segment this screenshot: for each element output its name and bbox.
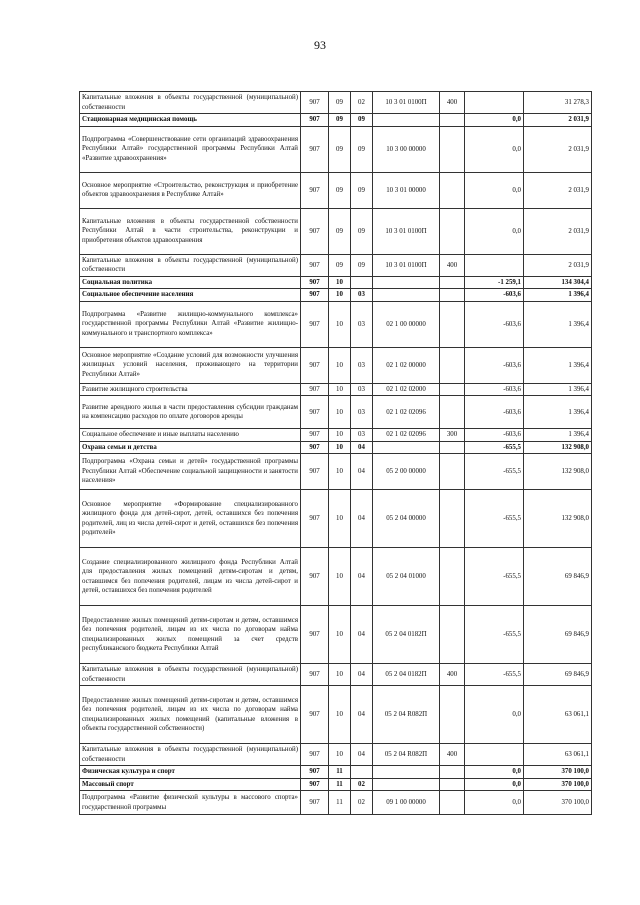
cell-subsection — [351, 276, 373, 289]
cell-amount: 1 396,4 — [524, 347, 592, 383]
cell-target-article — [373, 289, 440, 302]
cell-grbs: 907 — [301, 276, 329, 289]
cell-section: 09 — [329, 114, 351, 127]
row-name: Капитальные вложения в объекты государственной (муниципальной) собственности — [80, 664, 301, 686]
cell-subsection: 09 — [351, 114, 373, 127]
cell-section: 10 — [329, 490, 351, 548]
cell-target-article — [373, 276, 440, 289]
cell-section: 10 — [329, 744, 351, 766]
cell-expense-type — [440, 289, 465, 302]
cell-expense-type — [440, 301, 465, 347]
cell-expense-type — [440, 172, 465, 208]
cell-change — [465, 92, 524, 114]
row-name: Подпрограмма «Охрана семьи и детей» государственной программы Республики Алтай «Обеспечение социальной защищенности и занятости населения» — [80, 454, 301, 490]
cell-section: 09 — [329, 92, 351, 114]
cell-amount: 132 908,0 — [524, 441, 592, 454]
row-name: Социальное обеспечение и иные выплаты населению — [80, 429, 301, 442]
cell-target-article: 10 3 01 0100П — [373, 92, 440, 114]
row-name: Массовый спорт — [80, 778, 301, 791]
cell-subsection: 03 — [351, 347, 373, 383]
cell-target-article: 05 2 04 R082П — [373, 686, 440, 744]
cell-section: 09 — [329, 254, 351, 276]
cell-change: -603,6 — [465, 396, 524, 429]
cell-grbs: 907 — [301, 791, 329, 815]
cell-target-article — [373, 766, 440, 779]
cell-subsection: 03 — [351, 396, 373, 429]
cell-section: 10 — [329, 396, 351, 429]
cell-amount: 1 396,4 — [524, 301, 592, 347]
cell-change: 0,0 — [465, 766, 524, 779]
cell-section: 10 — [329, 429, 351, 442]
cell-subsection: 04 — [351, 606, 373, 664]
cell-expense-type — [440, 126, 465, 172]
cell-target-article: 02 1 02 02096 — [373, 429, 440, 442]
cell-change: -655,5 — [465, 454, 524, 490]
cell-grbs: 907 — [301, 686, 329, 744]
cell-expense-type: 400 — [440, 254, 465, 276]
cell-grbs: 907 — [301, 454, 329, 490]
cell-target-article: 10 3 01 0100П — [373, 254, 440, 276]
cell-grbs: 907 — [301, 208, 329, 254]
cell-subsection: 03 — [351, 301, 373, 347]
cell-expense-type: 300 — [440, 429, 465, 442]
cell-amount: 1 396,4 — [524, 429, 592, 442]
cell-grbs: 907 — [301, 383, 329, 396]
row-name: Капитальные вложения в объекты государственной собственности Республики Алтай в части строительства, реконструкции и приобретения объектов здравоохранения — [80, 208, 301, 254]
cell-subsection: 09 — [351, 254, 373, 276]
table-row — [80, 766, 592, 779]
cell-amount: 69 846,9 — [524, 664, 592, 686]
cell-grbs: 907 — [301, 778, 329, 791]
cell-change: -655,5 — [465, 548, 524, 606]
row-name: Развитие арендного жилья в части предоставления субсидии гражданам на компенсацию расходов по оплате договоров аренды — [80, 396, 301, 429]
cell-expense-type — [440, 383, 465, 396]
cell-section: 10 — [329, 606, 351, 664]
cell-section: 10 — [329, 548, 351, 606]
cell-subsection: 04 — [351, 744, 373, 766]
row-name: Предоставление жилых помещений детям-сиротам и детям, оставшимся без попечения родителей, лицам из их числа по договорам найма специализированных жилых помещений (капитальные вложения в объекты государственной собственности) — [80, 686, 301, 744]
cell-amount: 132 908,0 — [524, 454, 592, 490]
table-row — [80, 92, 592, 114]
cell-subsection: 04 — [351, 441, 373, 454]
cell-grbs: 907 — [301, 126, 329, 172]
cell-target-article: 10 3 00 00000 — [373, 126, 440, 172]
row-name: Подпрограмма «Развитие жилищно-коммунального комплекса» государственной программы Республики Алтай «Развитие жилищно-коммунального и транспортного комплекса» — [80, 301, 301, 347]
cell-grbs: 907 — [301, 301, 329, 347]
cell-section: 09 — [329, 208, 351, 254]
cell-target-article: 05 2 04 R082П — [373, 744, 440, 766]
table-row — [80, 254, 592, 276]
cell-amount: 69 846,9 — [524, 548, 592, 606]
cell-target-article — [373, 114, 440, 127]
cell-expense-type — [440, 791, 465, 815]
cell-amount: 63 061,1 — [524, 686, 592, 744]
cell-expense-type — [440, 441, 465, 454]
cell-amount: 31 278,3 — [524, 92, 592, 114]
cell-subsection: 03 — [351, 383, 373, 396]
cell-subsection: 04 — [351, 686, 373, 744]
cell-subsection: 03 — [351, 429, 373, 442]
cell-subsection: 02 — [351, 791, 373, 815]
table-row — [80, 114, 592, 127]
cell-expense-type — [440, 548, 465, 606]
cell-change: -603,6 — [465, 429, 524, 442]
cell-change: -655,5 — [465, 606, 524, 664]
cell-grbs: 907 — [301, 606, 329, 664]
cell-expense-type — [440, 347, 465, 383]
cell-change: 0,0 — [465, 126, 524, 172]
cell-target-article: 05 2 04 0182П — [373, 664, 440, 686]
table-row — [80, 664, 592, 686]
cell-grbs: 907 — [301, 744, 329, 766]
row-name: Капитальные вложения в объекты государственной (муниципальной) собственности — [80, 744, 301, 766]
cell-amount: 2 031,9 — [524, 208, 592, 254]
cell-expense-type — [440, 396, 465, 429]
cell-change: -655,5 — [465, 664, 524, 686]
cell-target-article: 05 2 04 01000 — [373, 548, 440, 606]
cell-amount: 2 031,9 — [524, 254, 592, 276]
cell-amount: 370 100,0 — [524, 766, 592, 779]
row-name: Физическая культура и спорт — [80, 766, 301, 779]
cell-section: 10 — [329, 347, 351, 383]
page-number: 93 — [314, 38, 326, 52]
cell-change — [465, 744, 524, 766]
cell-change: -603,6 — [465, 347, 524, 383]
table-row — [80, 429, 592, 442]
cell-subsection — [351, 766, 373, 779]
row-name: Основное мероприятие «Строительство, реконструкция и приобретение объектов здравоохранения в Республике Алтай» — [80, 172, 301, 208]
cell-target-article: 05 2 04 0182П — [373, 606, 440, 664]
cell-expense-type — [440, 454, 465, 490]
cell-expense-type — [440, 490, 465, 548]
cell-target-article — [373, 441, 440, 454]
cell-expense-type: 400 — [440, 92, 465, 114]
cell-subsection: 04 — [351, 548, 373, 606]
cell-expense-type — [440, 686, 465, 744]
row-name: Капитальные вложения в объекты государственной (муниципальной) собственности — [80, 254, 301, 276]
cell-target-article — [373, 778, 440, 791]
cell-grbs: 907 — [301, 429, 329, 442]
cell-section: 10 — [329, 664, 351, 686]
cell-grbs: 907 — [301, 441, 329, 454]
cell-section: 09 — [329, 126, 351, 172]
row-name: Предоставление жилых помещений детям-сиротам и детям, оставшимся без попечения родителей, лицам из их числа по договорам найма специализированных жилых помещений за счет средств республиканского бюджета Республики Алтай — [80, 606, 301, 664]
cell-target-article: 05 2 00 00000 — [373, 454, 440, 490]
row-name: Стационарная медицинская помощь — [80, 114, 301, 127]
cell-amount: 2 031,9 — [524, 172, 592, 208]
cell-amount: 1 396,4 — [524, 383, 592, 396]
cell-subsection: 02 — [351, 92, 373, 114]
cell-expense-type — [440, 778, 465, 791]
cell-change — [465, 254, 524, 276]
cell-target-article: 09 1 00 00000 — [373, 791, 440, 815]
cell-change: 0,0 — [465, 208, 524, 254]
cell-section: 11 — [329, 766, 351, 779]
cell-expense-type — [440, 208, 465, 254]
cell-grbs: 907 — [301, 548, 329, 606]
row-name: Основное мероприятие «Создание условий для возможности улучшения жилищных условий населения, проживающего на территории Республики Алтай» — [80, 347, 301, 383]
cell-amount: 63 061,1 — [524, 744, 592, 766]
cell-change: 0,0 — [465, 114, 524, 127]
cell-section: 10 — [329, 301, 351, 347]
table-row — [80, 126, 592, 172]
table-row — [80, 208, 592, 254]
cell-subsection: 09 — [351, 126, 373, 172]
cell-amount: 370 100,0 — [524, 791, 592, 815]
cell-grbs: 907 — [301, 114, 329, 127]
cell-section: 10 — [329, 383, 351, 396]
cell-section: 10 — [329, 686, 351, 744]
table-row — [80, 686, 592, 744]
cell-change: 0,0 — [465, 172, 524, 208]
cell-grbs: 907 — [301, 664, 329, 686]
cell-amount: 132 908,0 — [524, 490, 592, 548]
row-name: Охрана семьи и детства — [80, 441, 301, 454]
cell-subsection: 04 — [351, 490, 373, 548]
row-name: Основное мероприятие «Формирование специализированного жилищного фонда для детей-сирот, детей, оставшихся без попечения родителей, лиц из числа детей-сирот и детей, оставшихся без попечения родителей» — [80, 490, 301, 548]
cell-expense-type — [440, 114, 465, 127]
table-row — [80, 289, 592, 302]
cell-amount: 2 031,9 — [524, 114, 592, 127]
cell-expense-type — [440, 606, 465, 664]
cell-change: -655,5 — [465, 441, 524, 454]
table-row — [80, 778, 592, 791]
cell-grbs: 907 — [301, 490, 329, 548]
row-name: Подпрограмма «Развитие физической культуры в массового спорта» государственной программы — [80, 791, 301, 815]
cell-grbs: 907 — [301, 254, 329, 276]
cell-target-article: 02 1 02 02000 — [373, 383, 440, 396]
row-name: Подпрограмма «Совершенствование сети организаций здравоохранения Республики Алтай» государственной программы Республики Алтай «Развитие здравоохранения» — [80, 126, 301, 172]
cell-target-article: 10 3 01 00000 — [373, 172, 440, 208]
cell-change: 0,0 — [465, 791, 524, 815]
table-row — [80, 383, 592, 396]
table-row — [80, 606, 592, 664]
cell-subsection: 09 — [351, 208, 373, 254]
cell-section: 10 — [329, 454, 351, 490]
cell-target-article: 02 1 00 00000 — [373, 301, 440, 347]
cell-section: 10 — [329, 276, 351, 289]
cell-change: 0,0 — [465, 778, 524, 791]
cell-expense-type — [440, 766, 465, 779]
table-row — [80, 744, 592, 766]
table-row — [80, 490, 592, 548]
table-row — [80, 172, 592, 208]
row-name: Развитие жилищного строительства — [80, 383, 301, 396]
cell-amount: 1 396,4 — [524, 289, 592, 302]
cell-subsection: 04 — [351, 454, 373, 490]
cell-change: -603,6 — [465, 301, 524, 347]
cell-section: 11 — [329, 791, 351, 815]
cell-section: 09 — [329, 172, 351, 208]
cell-expense-type: 400 — [440, 744, 465, 766]
cell-grbs: 907 — [301, 172, 329, 208]
cell-amount: 370 100,0 — [524, 778, 592, 791]
cell-section: 11 — [329, 778, 351, 791]
cell-change: 0,0 — [465, 686, 524, 744]
cell-expense-type: 400 — [440, 664, 465, 686]
table-row — [80, 454, 592, 490]
table-row — [80, 396, 592, 429]
table-row — [80, 791, 592, 815]
row-name: Создание специализированного жилищного фонда Республики Алтай для предоставления жилых помещений детям-сиротам и детям, оставшимся без попечения родителей, лицам из числа детей-сирот и детей, оставшихся без попечения родителей — [80, 548, 301, 606]
cell-grbs: 907 — [301, 92, 329, 114]
cell-grbs: 907 — [301, 289, 329, 302]
table-row — [80, 301, 592, 347]
budget-table — [79, 91, 592, 815]
table-row — [80, 276, 592, 289]
cell-grbs: 907 — [301, 766, 329, 779]
cell-amount: 2 031,9 — [524, 126, 592, 172]
cell-amount: 134 304,4 — [524, 276, 592, 289]
cell-grbs: 907 — [301, 396, 329, 429]
row-name: Социальное обеспечение населения — [80, 289, 301, 302]
table-row — [80, 548, 592, 606]
cell-target-article: 05 2 04 00000 — [373, 490, 440, 548]
cell-grbs: 907 — [301, 347, 329, 383]
row-name: Капитальные вложения в объекты государственной (муниципальной) собственности — [80, 92, 301, 114]
table-row — [80, 441, 592, 454]
cell-change: -603,6 — [465, 383, 524, 396]
cell-change: -655,5 — [465, 490, 524, 548]
cell-subsection: 04 — [351, 664, 373, 686]
cell-subsection: 03 — [351, 289, 373, 302]
cell-section: 10 — [329, 441, 351, 454]
cell-amount: 69 846,9 — [524, 606, 592, 664]
cell-target-article: 02 1 02 02096 — [373, 396, 440, 429]
cell-expense-type — [440, 276, 465, 289]
cell-subsection: 09 — [351, 172, 373, 208]
cell-target-article: 02 1 02 00000 — [373, 347, 440, 383]
cell-change: -1 259,1 — [465, 276, 524, 289]
row-name: Социальная политика — [80, 276, 301, 289]
cell-section: 10 — [329, 289, 351, 302]
cell-subsection: 02 — [351, 778, 373, 791]
cell-amount: 1 396,4 — [524, 396, 592, 429]
cell-target-article: 10 3 01 0100П — [373, 208, 440, 254]
table-row — [80, 347, 592, 383]
cell-change: -603,6 — [465, 289, 524, 302]
